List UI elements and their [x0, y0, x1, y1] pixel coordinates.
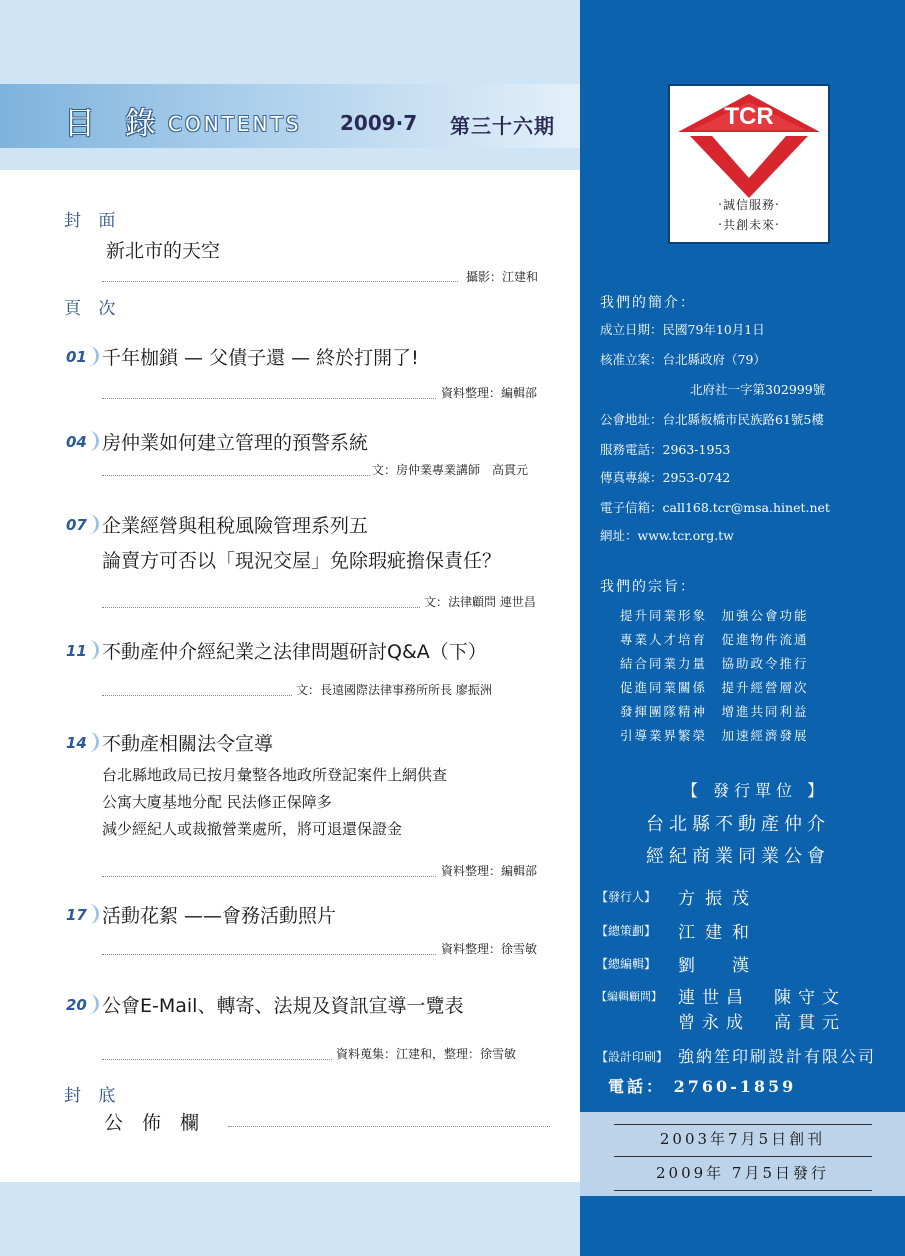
- leader-dots: [102, 475, 370, 476]
- mission-heading: 我們的宗旨：: [600, 579, 696, 595]
- page-title: 目 錄: [64, 106, 166, 142]
- cover-label: 封 面: [64, 211, 122, 231]
- leader-dots: [102, 954, 436, 955]
- toc-article-title[interactable]: 活動花絮 ——會務活動照片: [102, 905, 337, 927]
- print-label: 【設計印刷】: [596, 1050, 669, 1064]
- leader-dots: [102, 281, 458, 282]
- intro-row: 成立日期：民國79年10月1日: [600, 322, 765, 337]
- intro-heading: 我們的簡介：: [600, 295, 696, 311]
- toc-article-credit: 資料整理：編輯部: [441, 386, 538, 400]
- cover-title: 新北市的天空: [106, 240, 221, 262]
- toc-article-credit: 資料整理：徐雪敏: [441, 942, 538, 956]
- intro-row: 服務電話：2963-1953: [600, 442, 731, 457]
- issued-date: 2009年 7月5日發行: [655, 1164, 830, 1182]
- back-cover-label: 封 底: [64, 1086, 122, 1106]
- toc-article-credit: 文：房仲業專業講師 高貫元: [372, 463, 529, 477]
- staff-label: 【總策劃】: [596, 924, 657, 938]
- toc-article-credit: 資料蒐集：江建和，整理：徐雪敏: [336, 1047, 517, 1061]
- staff-label: 【總編輯】: [596, 957, 657, 971]
- intro-row: 公會地址：台北縣板橋市民族路61號5樓: [600, 412, 824, 427]
- bottom-band: [0, 1182, 580, 1256]
- publisher-name: 台北縣不動產仲介: [646, 814, 830, 835]
- founded-date: 2003年7月5日創刊: [659, 1130, 826, 1148]
- divider: [614, 1124, 872, 1125]
- toc-article-credit: 文：長遠國際法律事務所所長 廖振洲: [296, 683, 492, 697]
- pages-label: 頁 次: [64, 299, 122, 319]
- divider: [614, 1190, 872, 1191]
- intro-row: 核准立案：台北縣政府（79）: [600, 352, 766, 367]
- mission-line: 引導業界繁榮 加速經濟發展: [620, 728, 809, 743]
- logo-text: TCR: [724, 103, 774, 130]
- toc-article-subtitle[interactable]: 論賣方可否以「現況交屋」免除瑕疵擔保責任？: [102, 550, 502, 572]
- leader-dots: [102, 607, 420, 608]
- cover-credit: 攝影：江建和: [466, 270, 539, 284]
- leader-dots: [102, 695, 292, 696]
- toc-article-title[interactable]: 公會E-Mail、轉寄、法規及資訊宣導一覽表: [102, 995, 464, 1017]
- toc-article-item: 減少經紀人或裁撤營業處所，將可退還保證金: [102, 820, 403, 838]
- toc-page-number: 17: [66, 906, 87, 924]
- toc-page-number: 11: [66, 642, 87, 660]
- toc-article-credit: 文：法律顧問 連世昌: [424, 595, 536, 609]
- toc-article-title[interactable]: 不動產相關法令宣導: [102, 733, 274, 755]
- issue-date: 2009·7: [340, 111, 418, 135]
- staff-label: 【發行人】: [596, 890, 657, 904]
- toc-page-number: 14: [66, 734, 87, 752]
- mission-line: 促進同業關係 提升經營層次: [620, 680, 809, 695]
- toc-page-number: 20: [66, 996, 87, 1014]
- divider: [614, 1156, 872, 1157]
- staff-label: 【編輯顧問】: [596, 990, 662, 1003]
- staff-value: 江建和: [678, 923, 759, 943]
- leader-dots: [228, 1126, 550, 1127]
- mission-line: 發揮團隊精神 增進共同利益: [620, 704, 809, 719]
- leader-dots: [102, 1059, 332, 1060]
- toc-page-number: 01: [66, 348, 87, 366]
- logo-slogan: ‧誠信服務‧: [718, 198, 780, 212]
- back-cover-title: 公 佈 欄: [104, 1112, 200, 1134]
- staff-value: 連世昌 陳守文: [678, 988, 846, 1008]
- publisher-heading: 【 發行單位 】: [682, 781, 829, 800]
- intro-row: 傳真專線：2953-0742: [600, 470, 731, 485]
- print-value: 強納笙印刷設計有限公司: [678, 1047, 877, 1066]
- mission-line: 結合同業力量 協助政令推行: [620, 656, 809, 671]
- title-strip: [0, 148, 580, 170]
- staff-value: 劉 漢: [678, 956, 759, 976]
- top-band: [0, 0, 580, 84]
- toc-article-item: 公寓大廈基地分配 民法修正保障多: [102, 793, 332, 811]
- toc-article-title[interactable]: 千年枷鎖 — 父債子還 — 終於打開了!: [102, 347, 419, 369]
- staff-value: 方振茂: [678, 889, 759, 909]
- publisher-name: 經紀商業同業公會: [646, 846, 830, 867]
- intro-row: 北府社一字第302999號: [690, 382, 826, 397]
- leader-dots: [102, 398, 436, 399]
- mission-line: 提升同業形象 加強公會功能: [620, 608, 809, 623]
- leader-dots: [102, 876, 436, 877]
- page-title-en: CONTENTS: [168, 112, 302, 136]
- intro-website[interactable]: 網址：www.tcr.org.tw: [600, 528, 734, 543]
- toc-article-title[interactable]: 企業經營與租稅風險管理系列五: [102, 515, 369, 537]
- publisher-phone: 電話： 2760-1859: [608, 1077, 797, 1096]
- mission-line: 專業人才培育 促進物件流通: [620, 632, 809, 647]
- tcr-logo: [668, 84, 830, 244]
- toc-article-item: 台北縣地政局已按月彙整各地政所登記案件上網供查: [102, 766, 448, 784]
- issue-number: 第三十六期: [450, 114, 555, 138]
- toc-page-number: 04: [66, 433, 87, 451]
- toc-page-number: 07: [66, 516, 87, 534]
- toc-article-credit: 資料整理：編輯部: [441, 864, 538, 878]
- logo-slogan: ‧共創未來‧: [718, 218, 780, 232]
- intro-email[interactable]: 電子信箱：call168.tcr@msa.hinet.net: [600, 500, 830, 515]
- tcr-emblem-icon: [670, 86, 828, 204]
- staff-value: 曾永成 高貫元: [678, 1013, 846, 1033]
- toc-article-title[interactable]: 不動產仲介經紀業之法律問題研討Q&A（下）: [102, 641, 487, 663]
- toc-article-title[interactable]: 房仲業如何建立管理的預警系統: [102, 432, 369, 454]
